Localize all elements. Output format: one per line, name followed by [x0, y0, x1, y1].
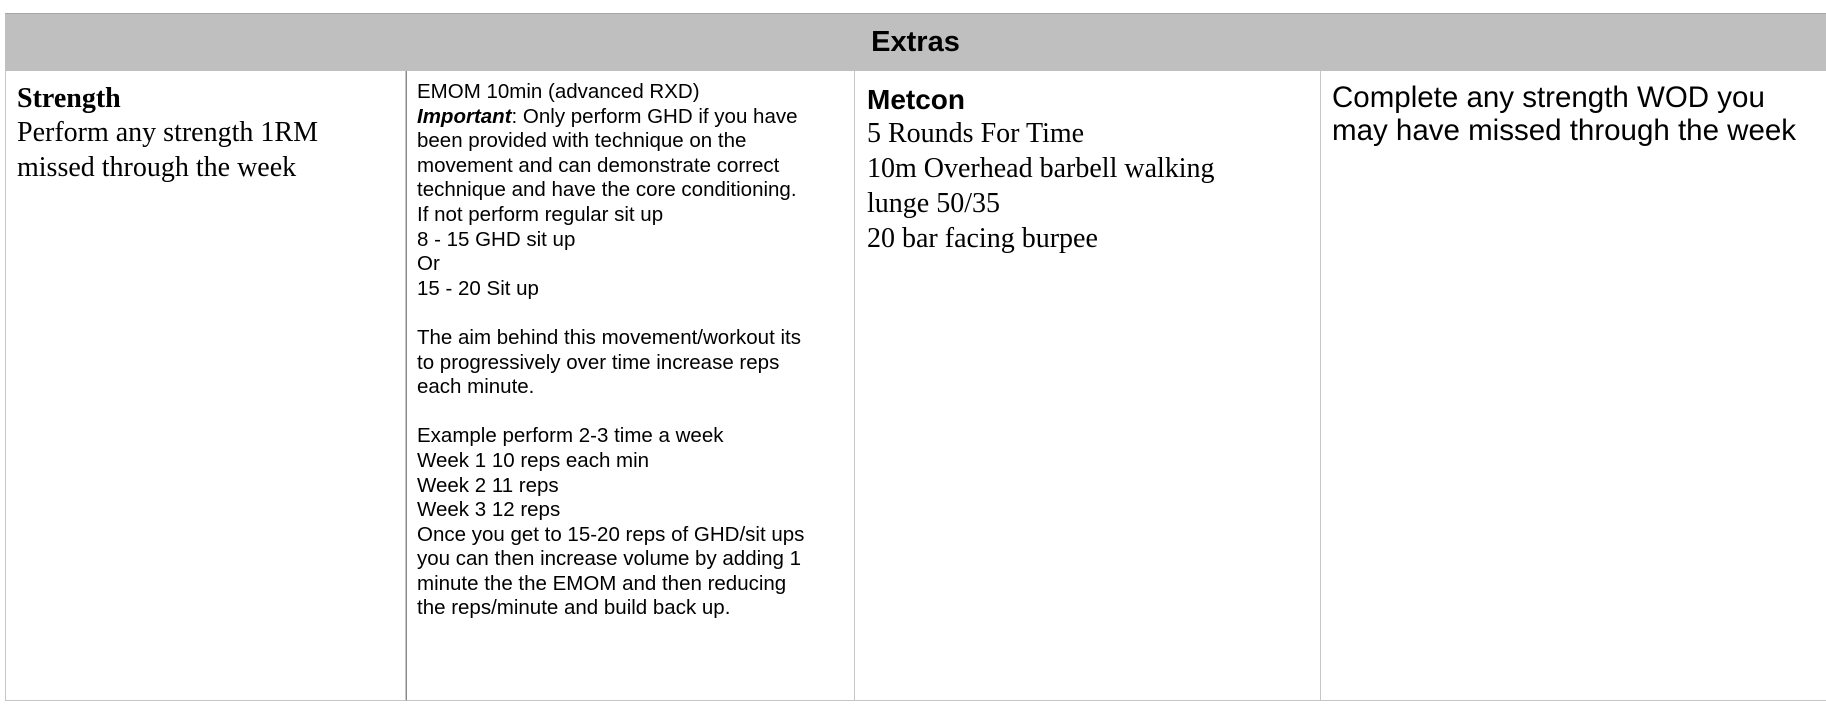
emom-line: to progressively over time increase reps [417, 350, 780, 374]
emom-cell [406, 71, 855, 701]
emom-line: minute the the EMOM and then reducing [417, 571, 787, 595]
metcon-cell [855, 71, 1321, 701]
emom-line: technique and have the core conditioning. [417, 178, 797, 202]
emom-important-line [417, 105, 846, 130]
metcon-line: 20 bar facing burpee [867, 223, 1098, 254]
emom-line: 8 - 15 GHD sit up [417, 227, 576, 251]
important-label: Important [417, 104, 512, 128]
table-header [5, 13, 1826, 71]
strength-line: missed through the week [17, 152, 297, 183]
metcon-line: lunge 50/35 [867, 188, 1000, 219]
emom-line: been provided with technique on the [417, 129, 747, 153]
emom-line: If not perform regular sit up [417, 202, 664, 226]
important-text: : Only perform GHD if you have [511, 104, 798, 128]
emom-line: Once you get to 15-20 reps of GHD/sit ups [417, 522, 805, 546]
paragraph-gap [417, 400, 846, 425]
emom-heading: EMOM 10min (advanced RXD) [417, 80, 700, 103]
emom-line: Week 2 11 reps [417, 473, 559, 497]
emom-line: Week 1 10 reps each min [417, 448, 650, 472]
strength-title: Strength [17, 83, 121, 114]
extra-note-line: Complete any strength WOD you [1332, 81, 1765, 114]
strength-line: Perform any strength 1RM [17, 117, 318, 148]
extra-note-line: may have missed through the week [1332, 114, 1797, 147]
workout-table [5, 13, 1826, 701]
emom-line: 15 - 20 Sit up [417, 276, 539, 300]
emom-line: Or [417, 252, 440, 276]
emom-line: The aim behind this movement/workout its [417, 325, 801, 349]
emom-line: each minute. [417, 375, 535, 399]
metcon-line: 10m Overhead barbell walking [867, 153, 1215, 184]
header-title: Extras [871, 26, 960, 58]
emom-line: the reps/minute and build back up. [417, 596, 731, 620]
paragraph-gap [417, 301, 846, 326]
table-row [5, 71, 1826, 701]
metcon-line: 5 Rounds For Time [867, 118, 1085, 149]
emom-line: Week 3 12 reps [417, 498, 561, 522]
metcon-title: Metcon [867, 84, 965, 115]
extra-note-cell [1321, 71, 1826, 701]
emom-line: movement and can demonstrate correct [417, 153, 780, 177]
emom-line: Example perform 2-3 time a week [417, 424, 724, 448]
emom-line: you can then increase volume by adding 1 [417, 547, 802, 571]
strength-cell [5, 71, 406, 701]
